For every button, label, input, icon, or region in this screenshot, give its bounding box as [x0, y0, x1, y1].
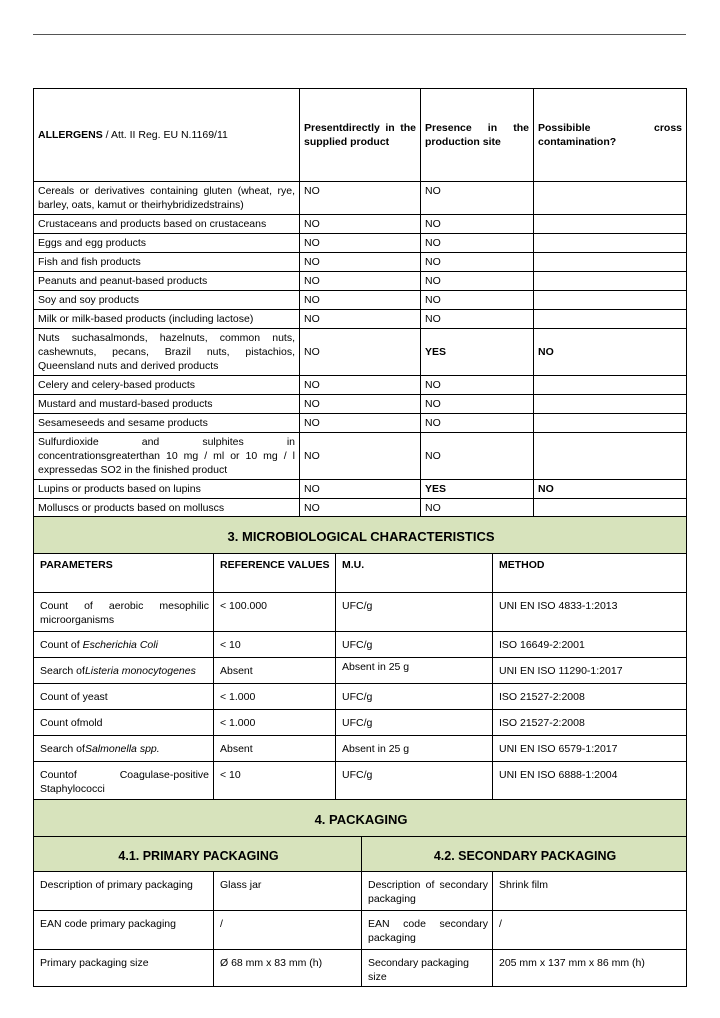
micro-section-header: [34, 517, 687, 554]
col-cross-header: Possibible cross contamination?: [534, 89, 687, 182]
allergens-title-cell: ALLERGENS / Att. II Reg. EU N.1169/11: [34, 89, 300, 182]
packaging-title: 4. PACKAGING: [34, 800, 687, 837]
micro-row: Search ofSalmonella spp. Absent Absent in 25 g UNI EN ISO 6579-1:2017: [34, 736, 687, 762]
packaging-row: Primary packaging size Ø 68 mm x 83 mm (h) Secondary packaging size 205 mm x 137 mm x 86 mm (h): [34, 950, 687, 987]
packaging-row: Description of primary packaging Glass jar Description of secondary packaging Shrink film: [34, 872, 687, 911]
allergen-row: Milk or milk-based products (including lactose) NO NO: [34, 310, 687, 329]
allergen-row: Peanuts and peanut-based products NO NO: [34, 272, 687, 291]
allergen-row: Soy and soy products NO NO: [34, 291, 687, 310]
allergen-row: Cereals or derivatives containing gluten (wheat, rye, barley, oats, kamut or theirhybridizedstrains) NO NO: [34, 182, 687, 215]
allergen-row: Molluscs or products based on molluscs NO NO: [34, 499, 687, 518]
allergen-row: Mustard and mustard-based products NO NO: [34, 395, 687, 414]
micro-row: Search ofListeria monocytogenes Absent Absent in 25 g UNI EN ISO 11290-1:2017: [34, 658, 687, 684]
packaging-row: EAN code primary packaging / EAN code secondary packaging /: [34, 911, 687, 950]
micro-row: Count of Escherichia Coli < 10 UFC/g ISO 16649-2:2001: [34, 632, 687, 658]
allergen-row: Sesameseeds and sesame products NO NO: [34, 414, 687, 433]
col-site-header: Presence in the production site: [421, 89, 534, 182]
allergen-row: Sulfurdioxide and sulphites in concentrationsgreaterthan 10 mg / ml or 10 mg / l expressedas SO2 in the finished product NO NO: [34, 433, 687, 480]
allergens-header-row: [34, 89, 687, 182]
secondary-packaging-title: 4.2. SECONDARY PACKAGING: [362, 837, 687, 872]
page-top-rule: [33, 34, 686, 35]
allergen-row: Eggs and egg products NO NO: [34, 234, 687, 253]
micro-row: Count of aerobic mesophilic microorganisms < 100.000 UFC/g UNI EN ISO 4833-1:2013: [34, 593, 687, 632]
allergen-row: Lupins or products based on lupins NO YES NO: [34, 480, 687, 499]
micro-row: Count of yeast < 1.000 UFC/g ISO 21527-2:2008: [34, 684, 687, 710]
packaging-subheaders: [34, 837, 687, 872]
primary-packaging-title: 4.1. PRIMARY PACKAGING: [34, 837, 362, 872]
allergen-row: Crustaceans and products based on crustaceans NO NO: [34, 215, 687, 234]
packaging-section-header: [34, 800, 687, 837]
allergen-row: Fish and fish products NO NO: [34, 253, 687, 272]
micro-row: Countof Coagulase-positive Staphylococci < 10 UFC/g UNI EN ISO 6888-1:2004: [34, 762, 687, 800]
allergens-table: [33, 88, 687, 518]
col-present-header: Presentdirectly in the supplied product: [300, 89, 421, 182]
micro-packaging-table: [33, 516, 687, 987]
micro-title: 3. MICROBIOLOGICAL CHARACTERISTICS: [34, 517, 687, 554]
micro-row: Count ofmold < 1.000 UFC/g ISO 21527-2:2008: [34, 710, 687, 736]
allergen-row: Celery and celery-based products NO NO: [34, 376, 687, 395]
allergen-row: Nuts suchasalmonds, hazelnuts, common nuts, cashewnuts, pecans, Brazil nuts, pistachios, Queensland nuts and derived products NO YES NO: [34, 329, 687, 376]
micro-column-headers: PARAMETERS REFERENCE VALUES M.U. METHOD: [34, 554, 687, 593]
